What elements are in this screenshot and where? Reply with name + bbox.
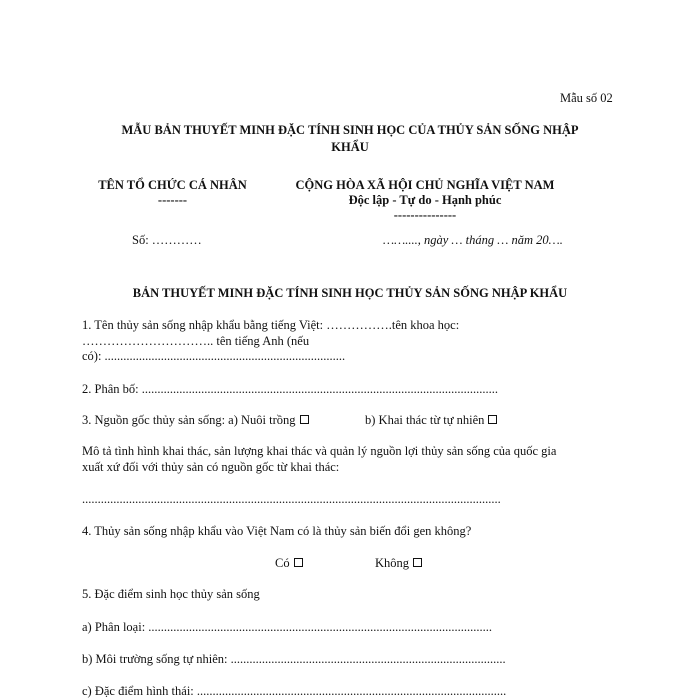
question-1-line2: ………………………….. tên tiếng Anh (nếu bbox=[82, 334, 310, 348]
question-5: 5. Đặc điểm sinh học thủy sản sống bbox=[82, 587, 260, 601]
gmo-yes-checkbox[interactable] bbox=[294, 558, 303, 567]
date-line: ……...., ngày … tháng … năm 20…. bbox=[383, 233, 563, 247]
question-1-line1: 1. Tên thủy sản sống nhập khẩu bằng tiếng Việt: …………….tên khoa học: bbox=[82, 318, 460, 332]
wild-caught-label: b) Khai thác từ tự nhiên bbox=[365, 413, 485, 427]
question-5a: a) Phân loại: .............................................................................................................. bbox=[82, 620, 493, 634]
main-title-line2: KHẨU bbox=[331, 140, 369, 154]
wild-caught-checkbox[interactable] bbox=[488, 415, 497, 424]
description-dots: ...................................................................................................................................... bbox=[82, 492, 501, 506]
question-3-label: 3. Nguồn gốc thủy sản sống: a) Nuôi trồng bbox=[82, 413, 296, 427]
question-1-line3: có): ............................................................................. bbox=[82, 349, 346, 363]
description-line1: Mô tả tình hình khai thác, sản lượng khai thác và quản lý nguồn lợi thủy sản sống của quốc gia bbox=[82, 444, 557, 458]
question-4: 4. Thủy sản sống nhập khẩu vào Việt Nam có là thủy sản biến đổi gen không? bbox=[82, 524, 472, 538]
aquaculture-checkbox[interactable] bbox=[300, 415, 309, 424]
motto-underline: --------------- bbox=[393, 208, 457, 222]
question-3 bbox=[82, 413, 309, 428]
gmo-no-option bbox=[375, 556, 422, 571]
question-5c: c) Đặc điểm hình thái: ................................................................................................... bbox=[82, 684, 507, 698]
description-line2: xuất xứ đối với thủy sản có nguồn gốc từ khai thác: bbox=[82, 460, 340, 474]
gmo-yes-label: Có bbox=[275, 556, 290, 570]
gmo-no-label: Không bbox=[375, 556, 410, 570]
org-underline: ------- bbox=[157, 193, 188, 207]
main-title-line1: MẪU BẢN THUYẾT MINH ĐẶC TÍNH SINH HỌC CỦA THỦY SẢN SỐNG NHẬP bbox=[121, 123, 579, 137]
org-name: TÊN TỔ CHỨC CÁ NHÂN bbox=[98, 178, 247, 192]
republic-header: CỘNG HÒA XÃ HỘI CHỦ NGHĨA VIỆT NAM bbox=[295, 178, 555, 192]
question-5b: b) Môi trường sống tự nhiên: ........................................................................................ bbox=[82, 652, 506, 666]
document-title: BẢN THUYẾT MINH ĐẶC TÍNH SINH HỌC THỦY SẢN SỐNG NHẬP KHẨU bbox=[132, 286, 568, 300]
question-2: 2. Phân bố: .................................................................................................................. bbox=[82, 382, 498, 396]
form-code: Mẫu số 02 bbox=[560, 91, 613, 105]
gmo-no-checkbox[interactable] bbox=[413, 558, 422, 567]
question-3-option-b bbox=[365, 413, 497, 428]
document-number: Số: ………… bbox=[132, 233, 202, 247]
motto: Độc lập - Tự do - Hạnh phúc bbox=[348, 193, 502, 207]
gmo-yes-option bbox=[275, 556, 303, 571]
